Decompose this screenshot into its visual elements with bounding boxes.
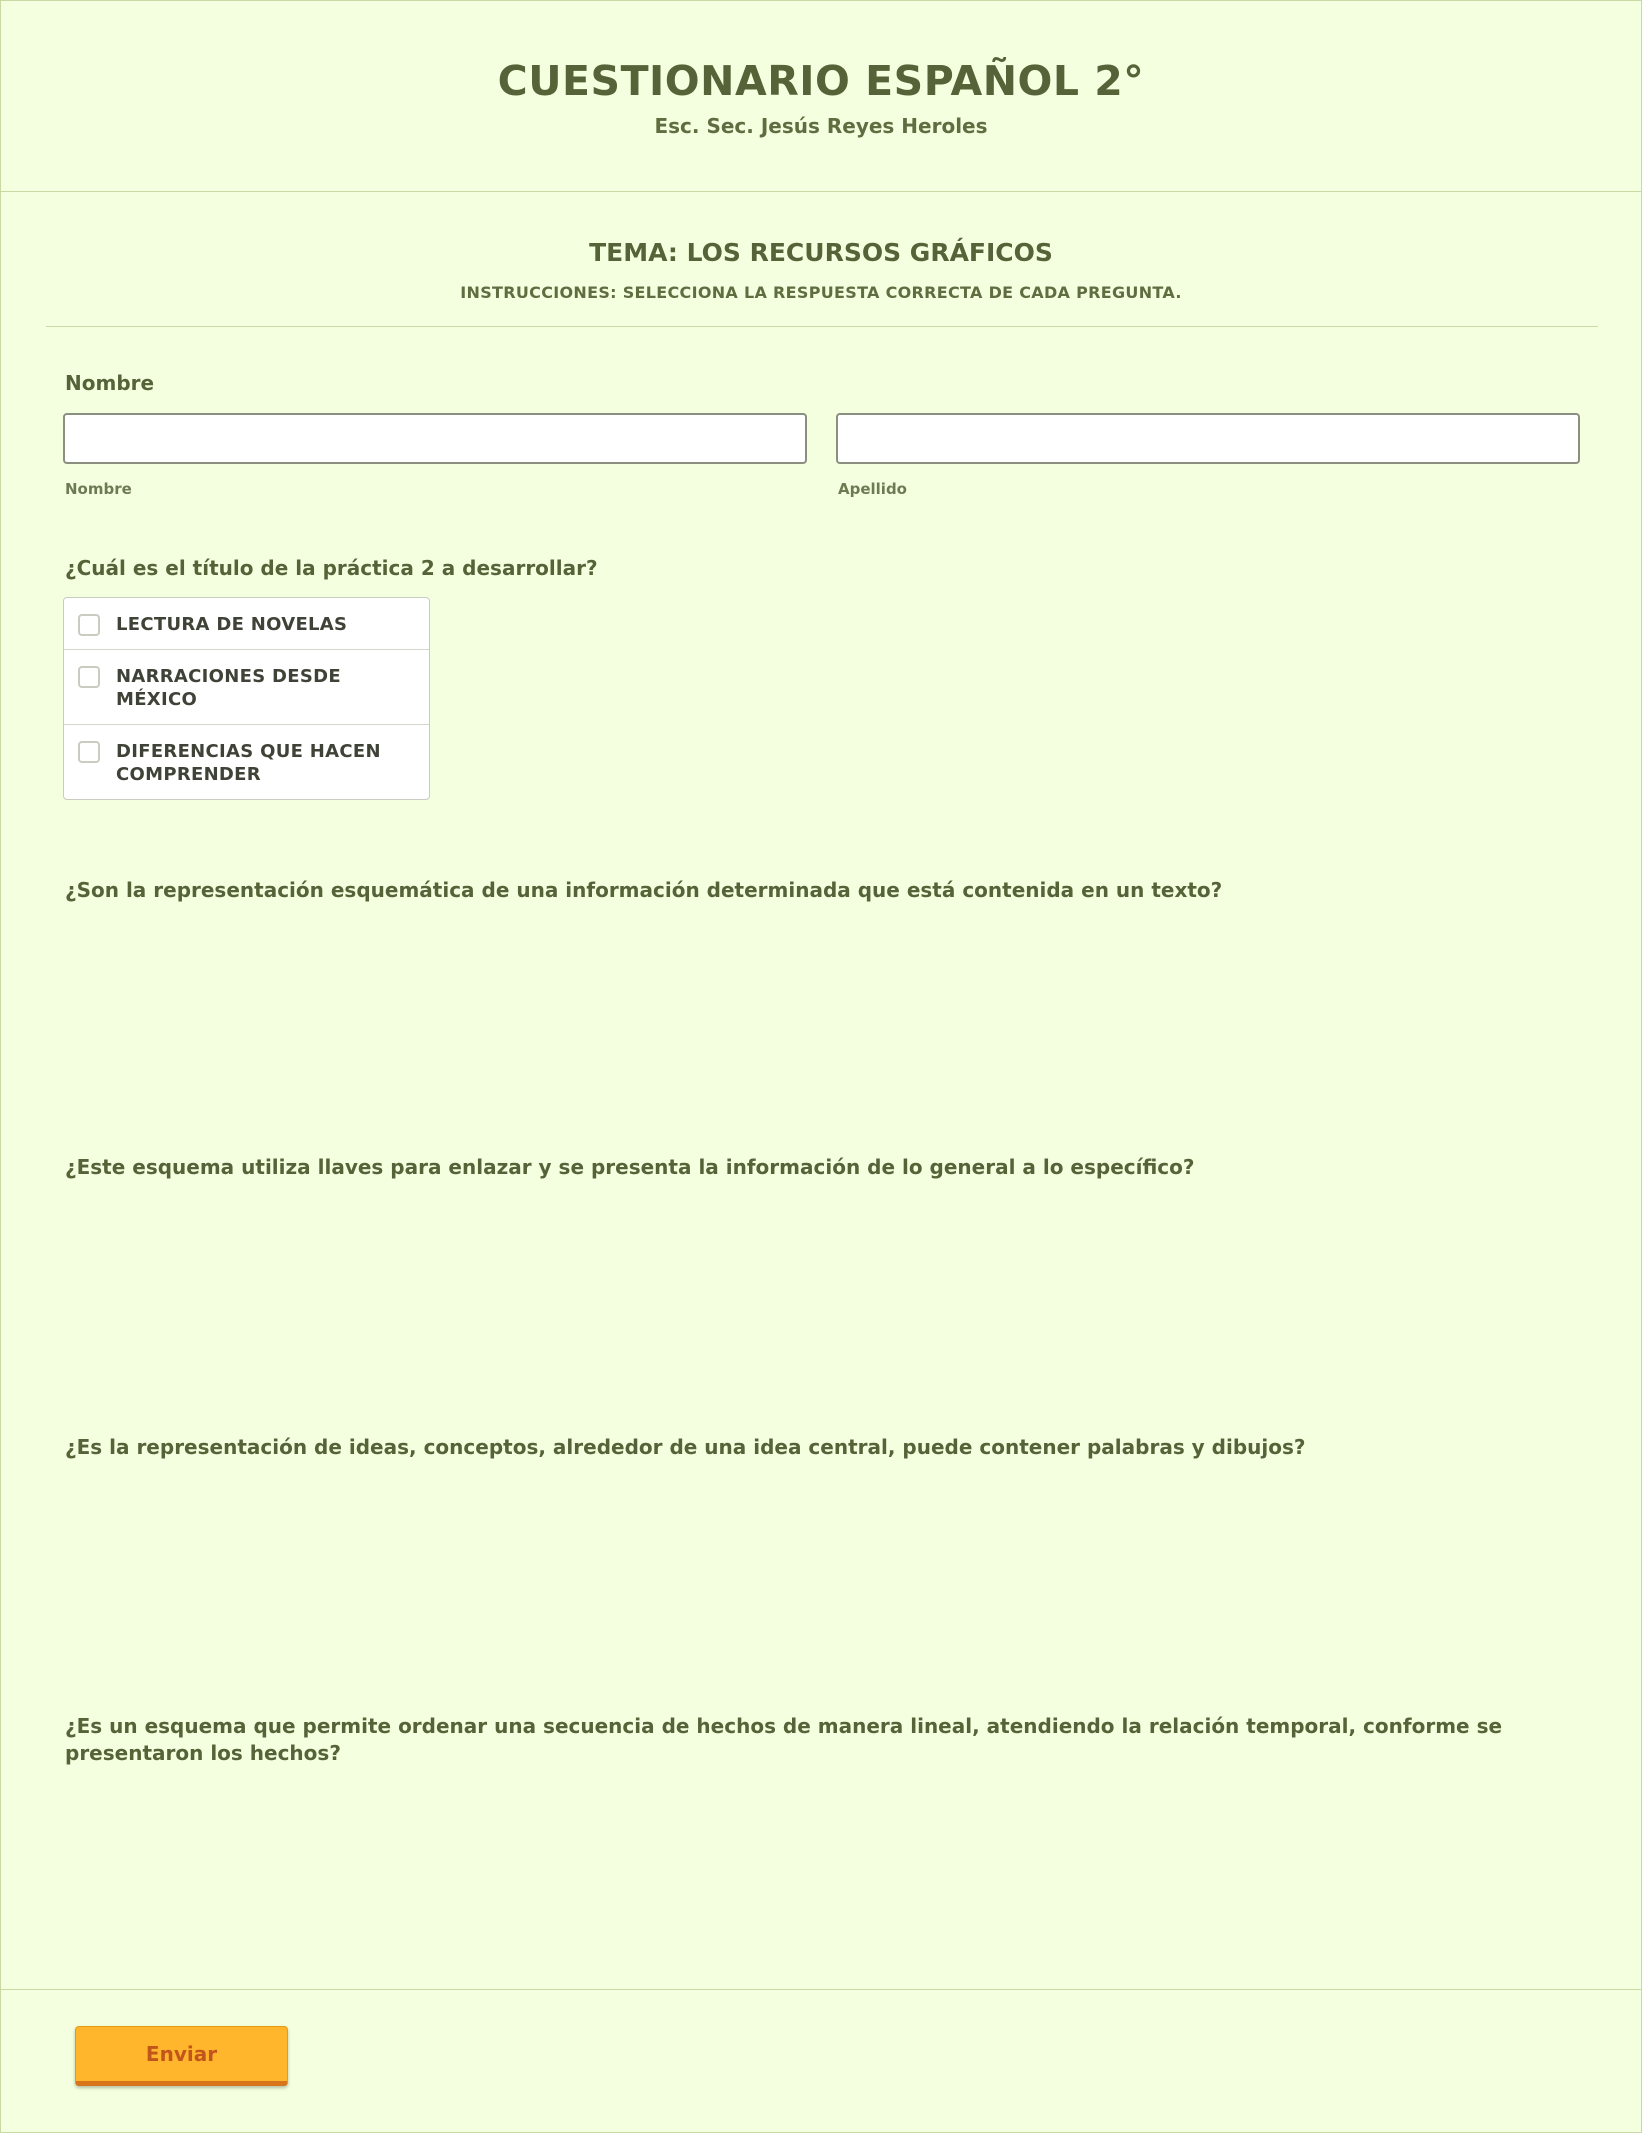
footer-divider [1,1989,1641,1990]
section-topic: TEMA: LOS RECURSOS GRÁFICOS [589,238,1053,267]
question-5: ¿Es un esquema que permite ordenar una secuencia de hechos de manera lineal, atendiendo la relación temporal, conforme se presentaron los hechos? [65,1714,1503,1765]
form-subtitle: Esc. Sec. Jesús Reyes Heroles [654,114,988,138]
name-field-label: Nombre [65,371,155,395]
last-name-input[interactable] [836,413,1580,464]
checkbox[interactable] [78,614,100,636]
section-instructions: INSTRUCCIONES: SELECCIONA LA RESPUESTA CORRECTA DE CADA PREGUNTA. [460,283,1182,302]
option-narraciones-desde-mexico[interactable] [64,650,429,725]
option-label: DIFERENCIAS QUE HACEN COMPRENDER [116,741,381,785]
question-4: ¿Es la representación de ideas, conceptos, alrededor de una idea central, puede contener palabras y dibujos? [65,1435,1306,1459]
checkbox[interactable] [78,741,100,763]
question-3: ¿Este esquema utiliza llaves para enlazar y se presenta la información de lo general a lo específico? [65,1155,1195,1179]
form-header [1,1,1641,192]
question-1-options [63,597,430,800]
section-divider [46,326,1598,327]
question-1: ¿Cuál es el título de la práctica 2 a desarrollar? [65,556,598,580]
option-label: NARRACIONES DESDE MÉXICO [116,666,341,710]
checkbox[interactable] [78,666,100,688]
question-2: ¿Son la representación esquemática de una información determinada que está contenida en un texto? [65,878,1223,902]
option-diferencias-que-hacen-comprender[interactable] [64,725,429,799]
last-name-sublabel: Apellido [838,480,907,498]
option-lectura-de-novelas[interactable] [64,598,429,650]
option-label: LECTURA DE NOVELAS [116,614,348,635]
submit-button[interactable]: Enviar [75,2026,288,2086]
form-title: CUESTIONARIO ESPAÑOL 2° [497,57,1145,105]
first-name-sublabel: Nombre [65,480,132,498]
first-name-input[interactable] [63,413,807,464]
